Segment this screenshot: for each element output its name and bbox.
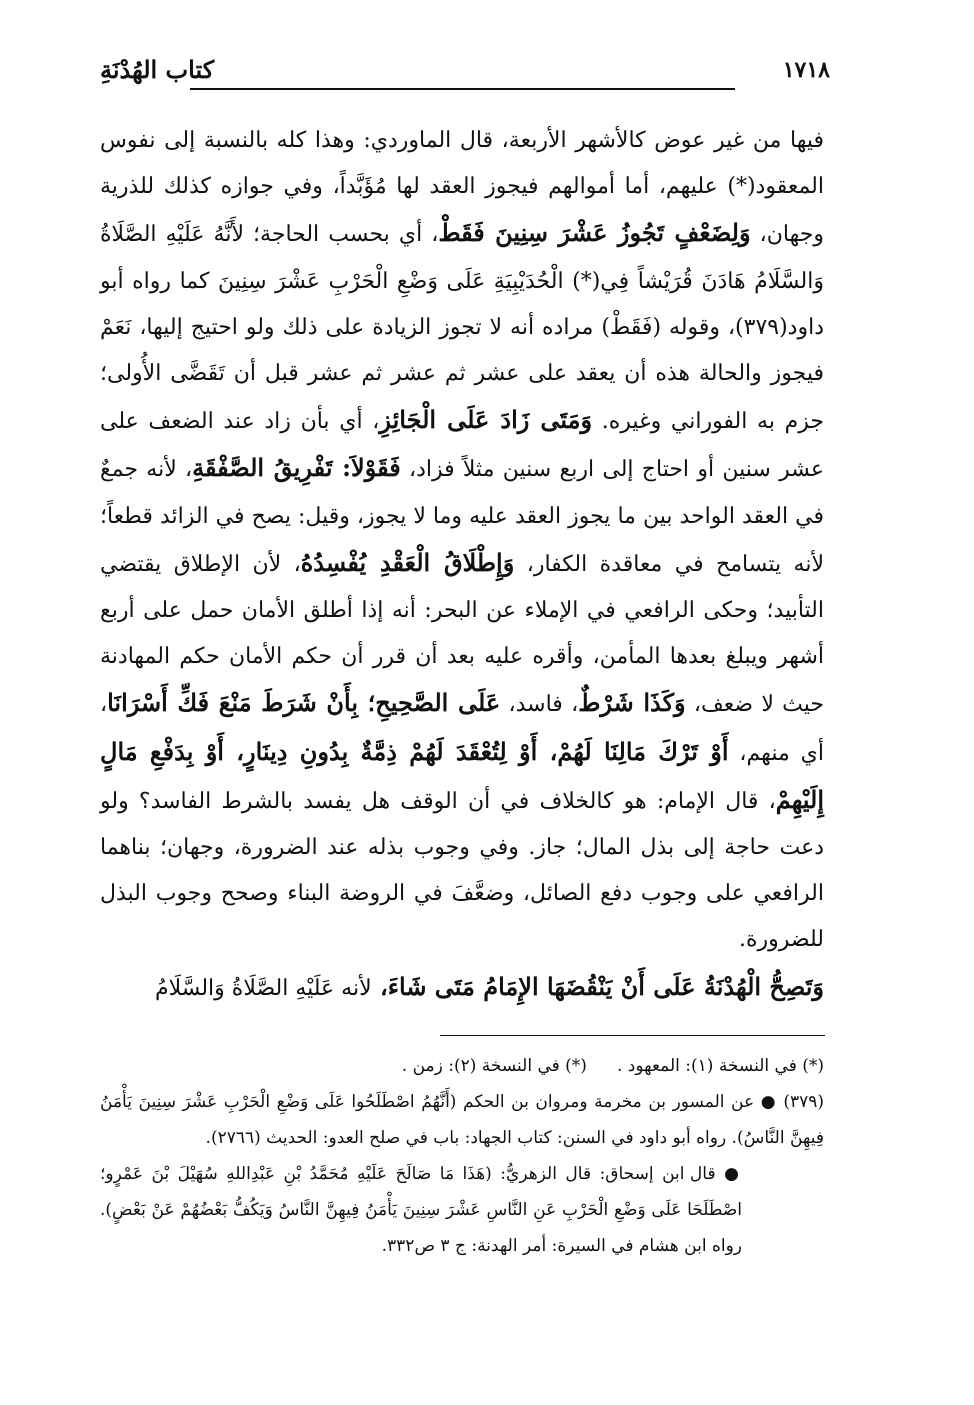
main-text (100, 118, 824, 1012)
text-run: ، لأن الإطلاق يقتضي التأبيد؛ وحكى الرافعي في الإملاء عن البحر: أنه إذا أطلق الأمان حمل على أربع أشهر ويبلغ بعدها المأمن، وأقره عليه بعد أن قرر أن حكم الأمان حكم المهادنة حيث لا ضعف، (100, 551, 825, 718)
header-rule (190, 88, 735, 90)
footnote-text: عن المسور بن مخرمة ومروان بن الحكم (أَنَّهُمُ اصْطَلَحُوا عَلَى وَضْعِ الْحَرْبِ عَشْرَ سِنِينَ يَأْمَنُ فِيهِنَّ النَّاسُ). رواه أبو داود في السنن: كتاب الجهاد: باب في صلح العدو: الحديث (٢٧٦٦). (100, 1092, 824, 1148)
body-paragraph (100, 118, 824, 964)
matn-phrase: وَمَتَى زَادَ عَلَى الْجَائِزِ (379, 405, 593, 435)
text-run: ، فاسد، (500, 692, 579, 718)
text-run: ، لأنه جمعٌ في العقد الواحد بين ما يجوز العقد عليه وما لا يجوز، وقيل: يصح في الزائد قطعاً؛ لأنه يتسامح في معاقدة الكفار، (100, 457, 824, 577)
footnote-379 (100, 1084, 824, 1156)
body-paragraph (100, 964, 824, 1012)
variant-note-2: (*) في النسخة (٢): زمن . (401, 1056, 587, 1076)
page-header (100, 55, 830, 95)
matn-phrase: فَقَوْلاَ: تَفْرِيقُ الصَّفْقَةِ (192, 453, 401, 483)
matn-phrase: وَإِطْلَاقُ الْعَقْدِ يُفْسِدُهُ (300, 547, 515, 577)
footnotes (100, 1048, 824, 1264)
footnote-separator (440, 1035, 825, 1036)
text-run: ، أي بأن زاد عند الضعف على عشر سنين أو احتاج إلى اربع سنين مثلاً فزاد، (100, 409, 824, 483)
matn-phrase: وَتَصِحُّ الْهُدْنَةُ عَلَى أَنْ يَنْقُضَهَا الإِمَامُ مَتَى شَاءَ، (371, 971, 824, 1001)
variant-notes (100, 1048, 824, 1084)
footnote-ibn-ishaq (100, 1156, 824, 1264)
variant-note-1: (*) في النسخة (١): المعهود . (616, 1056, 824, 1076)
bullet-icon: ● (724, 1164, 742, 1184)
page-number: ١٧١٨ (782, 57, 830, 83)
footnote-text: قال ابن إسحاق: قال الزهريُّ: (هَذَا مَا صَالَحَ عَلَيْهِ مُحَمَّدُ بْنِ عَبْدِاللهِ سُهَيْلَ بْنَ عَمْرٍو؛ اصْطَلَحَا عَلَى وَضْعِ الْحَرْبِ عَنِ النَّاسِ عَشْرَ سِنِينَ يَأْمَنُ فِيهِنَّ النَّاسُ وَيَكُفُّ بَعْضُهُمْ عَنْ بَعْضٍ). رواه ابن هشام في السيرة: أمر الهدنة: ج ٣ ص٣٣٢. (100, 1164, 742, 1256)
text-run: ، أي بحسب الحاجة؛ لأَنَّهُ عَلَيْهِ الصَّلَاةُ وَالسَّلَامُ هَادَنَ قُرَيْشاً فِي(*) الْحُدَيْبِيَةِ عَلَى وَضْعِ الْحَرْبِ عَشْرَ سِنِينَ كما رواه أبو داود(٣٧٩)، وقوله (فَقَطْ) مراده أنه لا تجوز الزيادة على ذلك ولو احتيج إليها، نَعَمْ فيجوز والحالة هذه أن يعقد على عشر ثم عشر ثم عشر قبل أن تَقَضَّى الأُولى؛ جزم به الفوراني وغيره. (100, 222, 825, 435)
matn-phrase: وَكَذَا شَرْطٌ (578, 688, 686, 718)
matn-phrase: أَوْ تَرْكَ مَالِنَا لَهُمْ، أَوْ لِتُعْقَدَ لَهُمْ ذِمَّةٌ بِدُونِ دِينَارٍ، أَوْ بِدَفْعِ مَالٍ إِلَيْهِمْ (100, 736, 824, 814)
text-run: ، أي منهم، (100, 692, 824, 766)
matn-phrase: وَلِضَعْفٍ تَجُوزُ عَشْرَ سِنِينَ فَقَطْ (438, 218, 751, 248)
footnote-number: (٣٧٩) (783, 1092, 825, 1112)
matn-phrase: عَلَى الصَّحِيحِ؛ بِأَنْ شَرَطَ مَنْعَ فَكِّ أَسْرَانَا (107, 688, 501, 718)
text-run: لأنه عَلَيْهِ الصَّلَاةُ وَالسَّلَامُ (154, 975, 372, 1001)
running-title: كتاب الهُدْنَةِ (100, 55, 215, 84)
bullet-icon: ● (760, 1092, 777, 1112)
text-run: فيها من غير عوض كالأشهر الأربعة، قال الماوردي: وهذا كله بالنسبة إلى نفوس المعقود(*) عليهم، أما أموالهم فيجوز العقد لها مُؤَبَّداً، وفي جوازه كذلك للذرية وجهان، (100, 128, 824, 248)
text-run: ، قال الإمام: هو كالخلاف في أن الوقف هل يفسد بالشرط الفاسد؟ ولو دعت حاجة إلى بذل المال؛ جاز. وفي وجوب بذله عند الضرورة، وجهان؛ بناهما الرافعي على وجوب دفع الصائل، وضعَّفَ في الروضة البناء وصحح وجوب البذل للضرورة. (100, 788, 824, 953)
